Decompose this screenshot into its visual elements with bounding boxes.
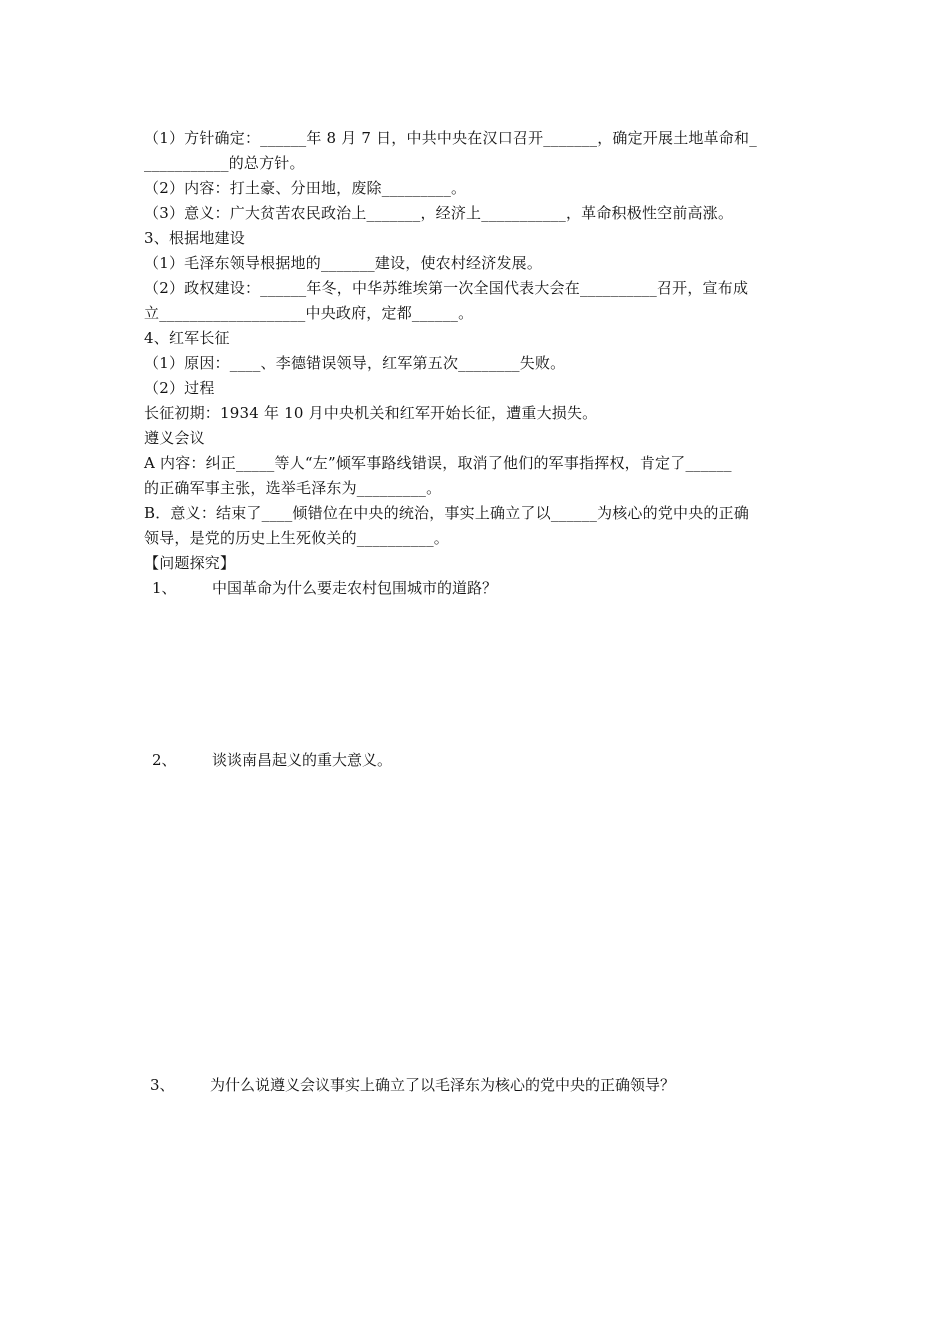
question-number-3: 3、 (150, 1076, 175, 1094)
question-number-1: 1、 (152, 579, 177, 597)
text-line-zunyi-content: A 内容：纠正_____等人“左”倾军事路线错误，取消了他们的军事指挥权，肯定了______ (144, 454, 732, 472)
text-line-significance: （3）意义：广大贫苦农民政治上_______，经济上___________，革命积极性空前高涨。 (144, 204, 734, 222)
text-line-process: （2）过程 (144, 379, 215, 397)
section-heading-inquiry: 【问题探究】 (144, 554, 236, 572)
text-line-zunyi-significance-cont: 领导，是党的历史上生死攸关的__________。 (144, 529, 450, 547)
text-line-zunyi-significance: B．意义：结束了____倾错位在中央的统治，事实上确立了以______为核心的党中央的正确 (144, 504, 750, 522)
text-line-policy-cont: ___________的总方针。 (144, 154, 305, 172)
question-text-1: 中国革命为什么要走农村包围城市的道路？ (212, 579, 498, 597)
text-line-reason: （1）原因：____、李德错误领导，红军第五次________失败。 (144, 354, 566, 372)
text-line-zunyi: 遵义会议 (144, 429, 205, 447)
text-line-base-economy: （1）毛泽东领导根据地的_______建设，使农村经济发展。 (144, 254, 543, 272)
question-text-2: 谈谈南昌起义的重大意义。 (212, 751, 393, 769)
question-number-2: 2、 (152, 751, 177, 769)
text-line-zunyi-content-cont: 的正确军事主张，选举毛泽东为_________。 (144, 479, 442, 497)
question-text-3: 为什么说遵义会议事实上确立了以毛泽东为核心的党中央的正确领导？ (210, 1076, 676, 1094)
text-line-early-march: 长征初期：1934 年 10 月中央机关和红军开始长征，遭重大损失。 (144, 404, 598, 422)
text-line-content: （2）内容：打土豪、分田地，废除_________。 (144, 179, 467, 197)
text-line-policy: （1）方针确定：______年 8 月 7 日，中共中央在汉口召开_______，确定开展土地革命和_ (144, 129, 757, 147)
text-line-regime: （2）政权建设：______年冬，中华苏维埃第一次全国代表大会在__________召开，宣布成 (144, 279, 749, 297)
section-heading-long-march: 4、红军长征 (144, 329, 230, 347)
section-heading-base-building: 3、根据地建设 (144, 229, 245, 247)
text-line-regime-cont: 立___________________中央政府，定都______。 (144, 304, 474, 322)
